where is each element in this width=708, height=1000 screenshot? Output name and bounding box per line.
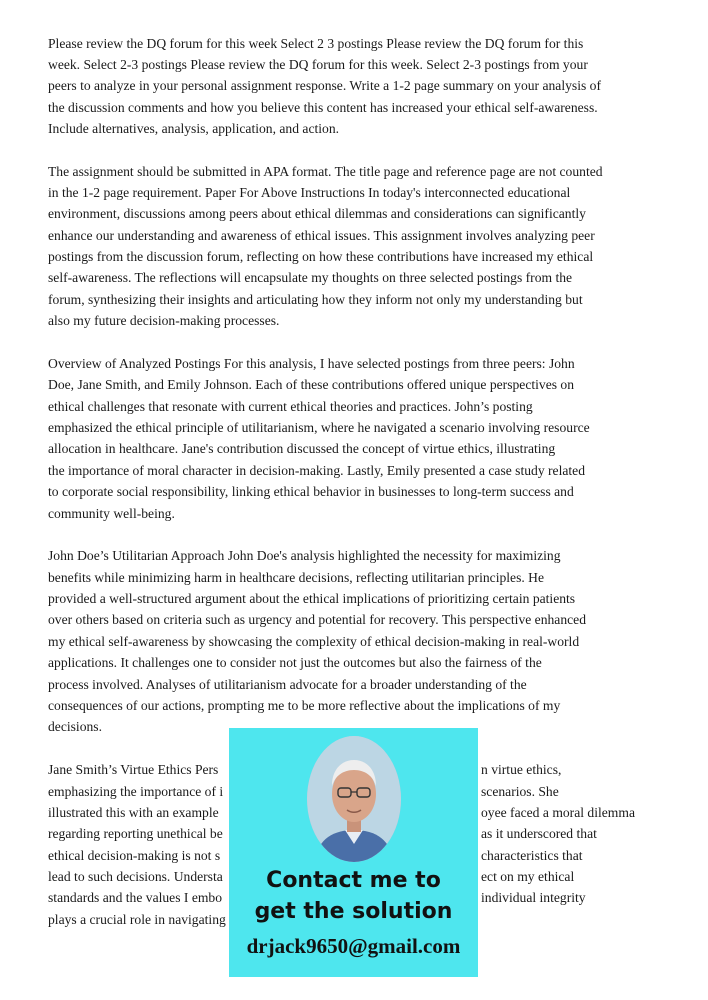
text-line: peers to analyze in your personal assignment response. Write a 1-2 page summary on your analysis of (48, 78, 601, 93)
text-line: provided a well-structured argument about the ethical implications of prioritizing certain patients (48, 591, 576, 606)
text-line: self-awareness. The reflections will encapsulate my thoughts on three selected postings from the (48, 270, 573, 285)
text-line: process involved. Analyses of utilitarianism advocate for a broader understanding of the (48, 677, 527, 692)
text-line: oyee faced a moral dilemma (481, 805, 635, 820)
text-line: ethical decision-making is not s (48, 848, 221, 863)
text-line: ethical challenges that resonate with current ethical theories and practices. John’s posting (48, 399, 533, 414)
text-line: week. Select 2-3 postings Please review the DQ forum for this week. Select 2-3 postings from your (48, 57, 588, 72)
text-line: applications. It challenges one to consider not just the outcomes but also the fairness of the (48, 655, 542, 670)
text-line: over others based on criteria such as urgency and potential for recovery. This perspective enhanced (48, 612, 587, 627)
text-line: allocation in healthcare. Jane's contribution discussed the concept of virtue ethics, illustrating (48, 441, 556, 456)
text-line: in the 1-2 page requirement. Paper For Above Instructions In today's interconnected educational (48, 185, 571, 200)
text-line: my ethical self-awareness by showcasing the complexity of ethical decision-making in real-world (48, 634, 580, 649)
text-line: Doe, Jane Smith, and Emily Johnson. Each of these contributions offered unique perspectives on (48, 377, 575, 392)
contact-overlay[interactable] (229, 728, 478, 977)
text-line: ect on my ethical (481, 869, 575, 884)
text-line: postings from the discussion forum, reflecting on how these contributions have increased my ethical (48, 249, 594, 264)
text-line: benefits while minimizing harm in healthcare decisions, reflecting utilitarian principles. He (48, 570, 545, 585)
text-line: Include alternatives, analysis, application, and action. (48, 121, 340, 136)
text-line: lead to such decisions. Understa (48, 869, 223, 884)
profile-photo (307, 736, 401, 862)
text-line: illustrated this with an example (48, 805, 219, 820)
text-line: John Doe’s Utilitarian Approach John Doe's analysis highlighted the necessity for maximizing (48, 548, 561, 563)
text-line: emphasized the ethical principle of utilitarianism, where he navigated a scenario involving resource (48, 420, 590, 435)
text-line: regarding reporting unethical be (48, 826, 223, 841)
text-line: the importance of moral character in decision-making. Lastly, Emily presented a case study related (48, 463, 585, 478)
text-line: community well-being. (48, 506, 175, 521)
text-line: Jane Smith’s Virtue Ethics Pers (48, 762, 219, 777)
text-line: environment, discussions among peers about ethical dilemmas and considerations can significantly (48, 206, 586, 221)
text-line: to corporate social responsibility, linking ethical behavior in businesses to long-term success and (48, 484, 574, 499)
text-line: plays a crucial role in navigating (48, 912, 226, 927)
text-line: scenarios. She (481, 784, 559, 799)
text-line: emphasizing the importance of i (48, 784, 224, 799)
text-line: decisions. (48, 719, 102, 734)
text-line: Overview of Analyzed Postings For this analysis, I have selected postings from three peers: John (48, 356, 575, 371)
text-line: n virtue ethics, (481, 762, 562, 777)
text-line: Please review the DQ forum for this week Select 2 3 postings Please review the DQ forum for this (48, 36, 584, 51)
contact-email[interactable]: drjack9650@gmail.com (246, 934, 461, 958)
text-line: as it underscored that (481, 826, 597, 841)
text-line: individual integrity (481, 890, 586, 905)
text-line: characteristics that (481, 848, 583, 863)
text-line: enhance our understanding and awareness of ethical issues. This assignment involves analyzing peer (48, 228, 595, 243)
text-line: consequences of our actions, prompting me to be more reflective about the implications of my (48, 698, 561, 713)
text-line: the discussion comments and how you believe this content has increased your ethical self-awareness. (48, 100, 598, 115)
text-line: also my future decision-making processes. (48, 313, 280, 328)
text-line: forum, synthesizing their insights and articulating how they inform not only my understanding but (48, 292, 583, 307)
text-line: The assignment should be submitted in APA format. The title page and reference page are not counted (48, 164, 603, 179)
cta-line-1: Contact me to (266, 868, 441, 893)
cta-line-2: get the solution (254, 899, 453, 924)
text-line: standards and the values I embo (48, 890, 223, 905)
